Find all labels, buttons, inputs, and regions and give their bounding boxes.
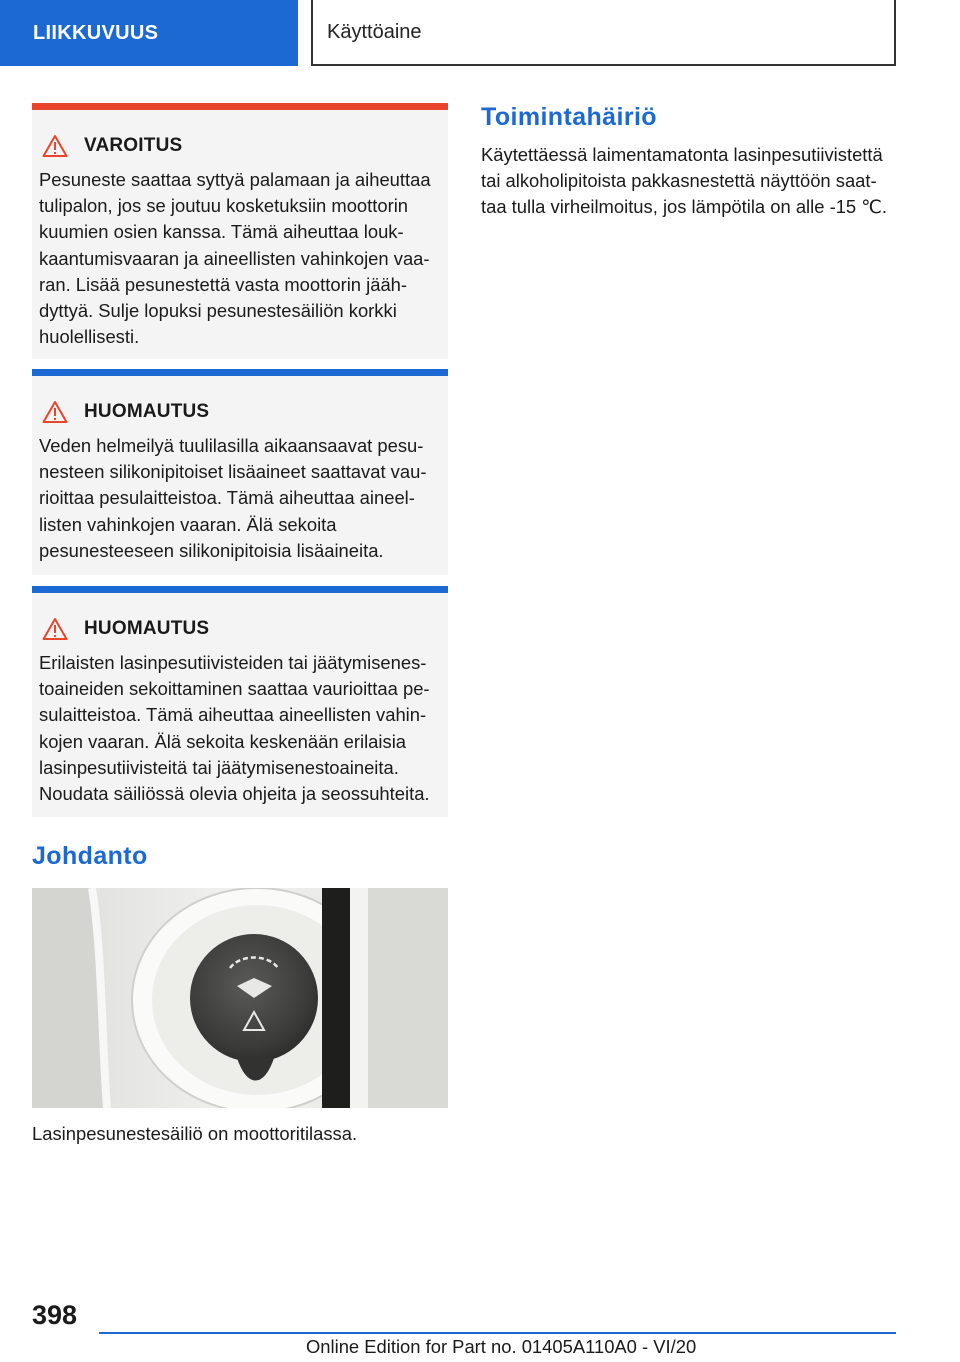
- text-line: huolellisesti.: [39, 326, 140, 348]
- text-line: dyttyä. Sulje lopuksi pesunestesäiliön korkki: [39, 300, 397, 322]
- text-line: Käytettäessä laimentamatonta lasinpesutiivistettä: [481, 144, 883, 165]
- warning-triangle-icon: [42, 134, 68, 158]
- warning-title: VAROITUS: [84, 135, 183, 156]
- washer-reservoir-photo: [32, 888, 448, 1108]
- note-header: [39, 398, 440, 426]
- figure-caption: Lasinpesunestesäiliö on moottoritilassa.: [32, 1123, 358, 1144]
- malfunction-text: [481, 142, 887, 221]
- edition-note: Online Edition for Part no. 01405A110A0 - VI/20: [306, 1336, 697, 1357]
- text-line: kaantumisvaaran ja aineellisten vahinkojen vaa-: [39, 247, 430, 269]
- note-header: [39, 615, 440, 643]
- page-number: 398: [32, 1300, 78, 1330]
- text-line: tai alkoholipitoista pakkasnestettä näyttöön saat-: [481, 170, 877, 192]
- footer-divider: [99, 1332, 896, 1334]
- text-line: pesunesteeseen silikonipitoisia lisäaineita.: [39, 539, 384, 561]
- note-box: [32, 586, 448, 817]
- warning-text: [39, 167, 440, 350]
- warning-header: [39, 132, 440, 160]
- section-tab: [0, 0, 298, 66]
- text-line: listen vahinkojen vaaran. Älä sekoita: [39, 513, 337, 535]
- chapter-tab: [311, 0, 896, 66]
- text-line: lasinpesutiivisteitä tai jäätymisenestoaineita.: [39, 756, 399, 778]
- section-heading-malfunction: Toimintahäiriö: [481, 103, 657, 131]
- text-line: kuumien osien kanssa. Tämä aiheuttaa louk-: [39, 221, 404, 243]
- warning-triangle-icon: [42, 617, 68, 641]
- note-text: [39, 433, 440, 564]
- note-title: HUOMAUTUS: [84, 401, 210, 422]
- text-line: Erilaisten lasinpesutiivisteiden tai jäätymisenes-: [39, 652, 427, 673]
- washer-reservoir-illustration: [32, 888, 448, 1108]
- chapter-title: Käyttöaine: [327, 20, 422, 43]
- text-line: Veden helmeilyä tuulilasilla aikaansaavat pesu-: [39, 435, 424, 456]
- section-title: LIIKKUVUUS: [33, 21, 159, 44]
- warning-box: [32, 103, 448, 359]
- text-line: Noudata säiliössä olevia ohjeita ja seossuhteita.: [39, 783, 430, 805]
- note-text: [39, 650, 440, 807]
- text-line: sulaitteistoa. Tämä aiheuttaa aineellisten vahin-: [39, 704, 427, 726]
- text-line: tulipalon, jos se joutuu kosketuksiin moottorin: [39, 195, 409, 217]
- text-line: rioittaa pesulaitteistoa. Tämä aiheuttaa aineel-: [39, 487, 415, 509]
- text-line: toaineiden sekoittaminen saattaa vaurioittaa pe-: [39, 678, 430, 700]
- text-line: nesteen silikonipitoiset lisäaineet saattavat vau-: [39, 461, 427, 483]
- text-line: kojen vaaran. Älä sekoita keskenään erilaisia: [39, 730, 407, 752]
- note-title: HUOMAUTUS: [84, 618, 210, 639]
- text-line: taa tulla virheilmoitus, jos lämpötila on alle -15 ℃.: [481, 196, 888, 218]
- section-heading-intro: Johdanto: [32, 842, 148, 870]
- text-line: ran. Lisää pesunestettä vasta moottorin jääh-: [39, 273, 408, 295]
- text-line: Pesuneste saattaa syttyä palamaan ja aiheuttaa: [39, 169, 431, 190]
- note-box: [32, 369, 448, 575]
- warning-triangle-icon: [42, 400, 68, 424]
